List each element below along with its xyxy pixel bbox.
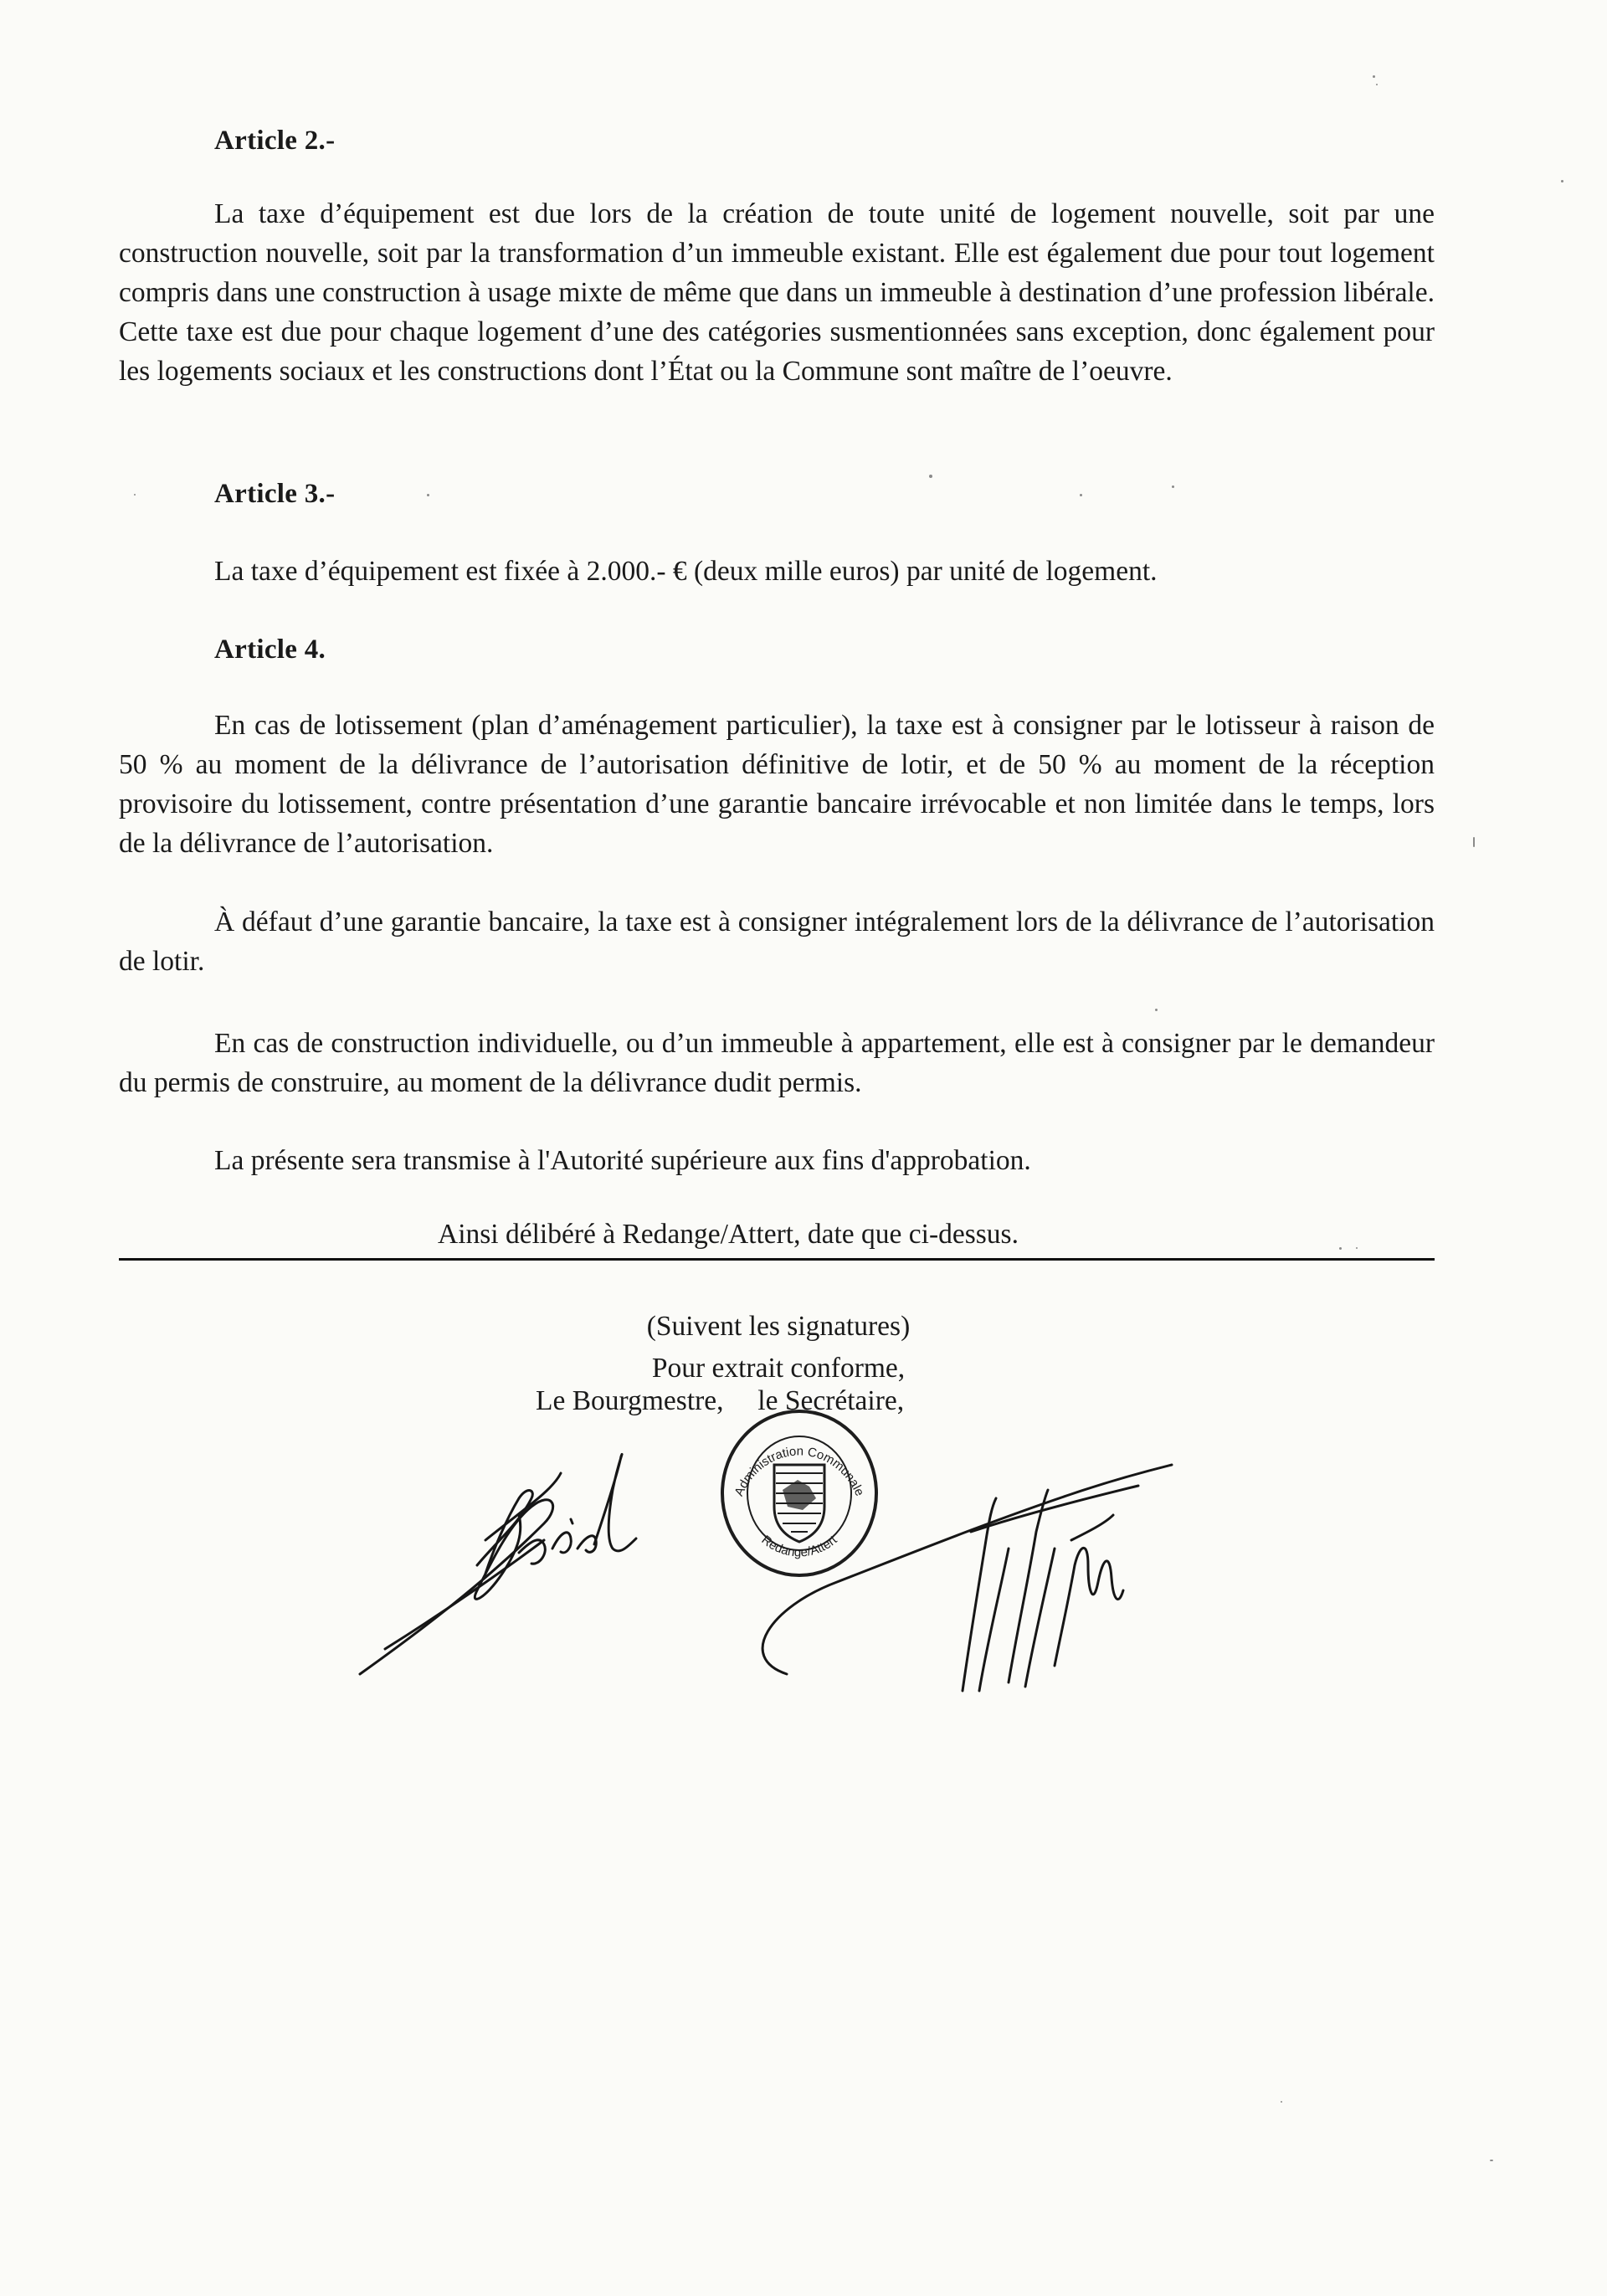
scan-speck — [1339, 1247, 1342, 1250]
scan-speck — [1473, 837, 1475, 847]
scan-speck — [1281, 2101, 1282, 2103]
scan-speck — [1373, 75, 1375, 78]
article-3-heading: Article 3.- — [214, 479, 336, 509]
transmission-note: La présente sera transmise à l'Autorité supérieure aux fins d'approbation. — [214, 1145, 1031, 1176]
article-4-paragraph-1: En cas de lotissement (plan d’aménagement particulier), la taxe est à consigner par le lotisseur à raison de 50 % au moment de la délivrance de l’autorisation définitive de lotir, et de 50 % au moment de la réception provisoire du lotissement, contre présentation d’une garantie bancaire irrévocable et non limitée dans le temps, lors de la délivrance de l’autorisation. — [119, 710, 1435, 859]
separator-rule — [119, 1258, 1435, 1261]
article-2-heading: Article 2.- — [214, 126, 336, 156]
scan-speck — [1490, 2160, 1493, 2161]
signatures-follow-line: (Suivent les signatures) — [646, 1311, 911, 1342]
signature-block — [502, 1306, 1055, 1389]
article-2-paragraph: La taxe d’équipement est due lors de la création de toute unité de logement nouvelle, soit par une construction nouvelle, soit par la transformation d’un immeuble existant. Elle est également due pour tout logement compris dans une construction à usage mixte de même que dans un immeuble à destination d’une profession libérale. Cette taxe est due pour chaque logement d’une des catégories susmentionnées sans exception, donc également pour les logements sociaux et les constructions dont l’État ou la Commune sont maître de l’oeuvre. — [119, 198, 1435, 387]
mayor-signature — [352, 1440, 703, 1691]
article-3-paragraph: La taxe d’équipement est fixée à 2.000.- € (deux mille euros) par unité de logement. — [214, 556, 1158, 587]
seal-text-bottom: Redange/Attert — [758, 1533, 840, 1560]
scan-speck — [427, 494, 429, 496]
scan-speck — [1172, 485, 1174, 488]
scan-speck — [1080, 494, 1082, 496]
deliberation-note: Ainsi délibéré à Redange/Attert, date que ci-dessus. — [438, 1219, 1019, 1250]
scan-speck — [1376, 84, 1378, 85]
certified-extract-line: Pour extrait conforme, — [651, 1353, 906, 1384]
secretary-signature — [720, 1440, 1189, 1708]
mayor-role-label: Le Bourgmestre, — [536, 1385, 724, 1416]
secretary-role-label: le Secrétaire, — [757, 1385, 905, 1416]
scan-speck — [1561, 180, 1563, 182]
scan-speck — [929, 475, 932, 478]
article-4-paragraph-3: En cas de construction individuelle, ou d’un immeuble à appartement, elle est à consigner par le demandeur du permis de construire, au moment de la délivrance dudit permis. — [119, 1028, 1435, 1098]
article-4-heading: Article 4. — [214, 634, 326, 665]
scan-speck — [1155, 1009, 1158, 1011]
seal-text-top: Administration Communale — [732, 1444, 867, 1498]
article-4-paragraph-2: À défaut d’une garantie bancaire, la taxe est à consigner intégralement lors de la délivrance de l’autorisation de lotir. — [119, 907, 1435, 977]
scan-speck — [1356, 1247, 1358, 1249]
scan-speck — [134, 494, 136, 496]
